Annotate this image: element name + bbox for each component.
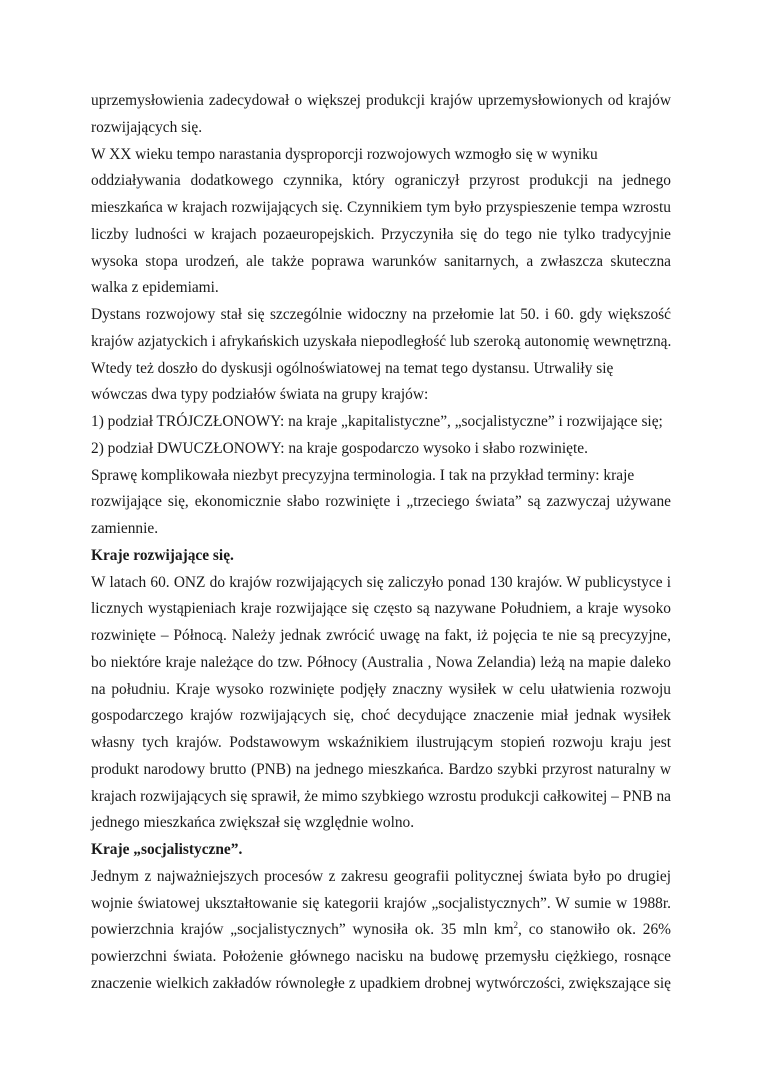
text-line: W latach 60. ONZ do krajów rozwijających się zaliczyło ponad 130 krajów. W publicystyce i (91, 573, 671, 591)
text-line: oddziaływania dodatkowego czynnika, który ograniczył przyrost produkcji na jednego (91, 172, 671, 190)
text-line: na południu. Kraje wysoko rozwinięte podjęły znaczny wysiłek w celu ułatwienia rozwoju (91, 680, 671, 698)
text-line (91, 917, 671, 944)
text-line: rozwijające się, ekonomicznie słabo rozwinięte i „trzeciego świata” są zazwyczaj używane (91, 493, 671, 511)
text-line: bo niektóre kraje należące do tzw. Północy (Australia , Nowa Zelandia) leżą na mapie daleko (91, 653, 671, 671)
text-line: 2) podział DWUCZŁONOWY: na kraje gospodarczo wysoko i słabo rozwinięte. (91, 439, 588, 457)
text-line: wysoka stopa urodzeń, ale także poprawa warunków sanitarnych, a zwłaszcza skuteczna (91, 252, 671, 270)
section-heading: Kraje „socjalistyczne”. (91, 841, 243, 858)
text-line: mieszkańca w krajach rozwijających się. Czynnikiem tym było przyspieszenie tempa wzrostu (91, 199, 671, 216)
text-line: Sprawę komplikowała niezbyt precyzyjna terminologia. I tak na przykład terminy: kraje (91, 466, 635, 484)
text-line: gospodarczego krajów rozwijających się, choć decydujące znaczenie miał jednak wysiłek (91, 707, 671, 725)
section-heading: Kraje rozwijające się. (91, 546, 234, 564)
document-body (91, 88, 671, 998)
text-line: Jednym z najważniejszych procesów z zakresu geografii politycznej świata było po drugiej (91, 867, 671, 885)
text-line: W XX wieku tempo narastania dysproporcji rozwojowych wzmogło się w wyniku (91, 145, 598, 163)
text-line: Wtedy też doszło do dyskusji ogólnoświatowej na temat tego dystansu. Utrwaliły się (91, 359, 614, 377)
text-line: znaczenie wielkich zakładów równoległe z upadkiem drobnej wytwórczości, zwiększające się (91, 974, 671, 992)
text-line: własny tych krajów. Podstawowym wskaźnikiem ilustrującym stopień rozwoju kraju jest (91, 734, 671, 751)
text-line: krajach rozwijających się sprawił, że mimo szybkiego wzrostu produkcji całkowitej – PNB na (91, 787, 671, 805)
text-line: 1) podział TRÓJCZŁONOWY: na kraje „kapitalistyczne”, „socjalistyczne” i rozwijające się; (91, 413, 663, 430)
text-line: liczby ludności w krajach pozaeuropejskich. Przyczyniła się do tego nie tylko tradycyjnie (91, 225, 671, 243)
text-line: Dystans rozwojowy stał się szczególnie widoczny na przełomie lat 50. i 60. gdy większość (91, 306, 671, 323)
text-line: rozwinięte – Północą. Należy jednak zwrócić uwagę na fakt, iż pojęcia te nie są precyzyjne, (91, 627, 671, 644)
text-segment: powierzchnia krajów „socjalistycznych” wynosiła ok. 35 mln km (91, 921, 514, 939)
text-line: uprzemysłowienia zadecydował o większej produkcji krajów uprzemysłowionych od krajów (91, 92, 671, 109)
text-line: wojnie światowej ukształtowanie się kategorii krajów „socjalistycznych”. W sumie w 1988r. (91, 894, 671, 912)
text-line: powierzchni świata. Położenie głównego nacisku na budowę przemysłu ciężkiego, rosnące (91, 948, 671, 965)
text-line: licznych wystąpieniach kraje rozwijające się często są nazywane Południem, a kraje wysoko (91, 600, 671, 618)
text-line: jednego mieszkańca zwiększał się względnie wolno. (91, 814, 415, 832)
superscript: 2 (513, 920, 519, 931)
text-line: produkt narodowy brutto (PNB) na jednego mieszkańca. Bardzo szybki przyrost naturalny w (91, 760, 671, 778)
text-line: walka z epidemiami. (91, 279, 219, 297)
text-line: krajów azjatyckich i afrykańskich uzyskała niepodległość lub szeroką autonomię wewnętrzną. (91, 332, 672, 350)
text-segment: , co stanowiło ok. 26% (518, 921, 671, 939)
text-line: zamiennie. (91, 520, 159, 537)
text-line: wówczas dwa typy podziałów świata na grupy krajów: (91, 386, 429, 404)
text-line: rozwijających się. (91, 118, 203, 136)
